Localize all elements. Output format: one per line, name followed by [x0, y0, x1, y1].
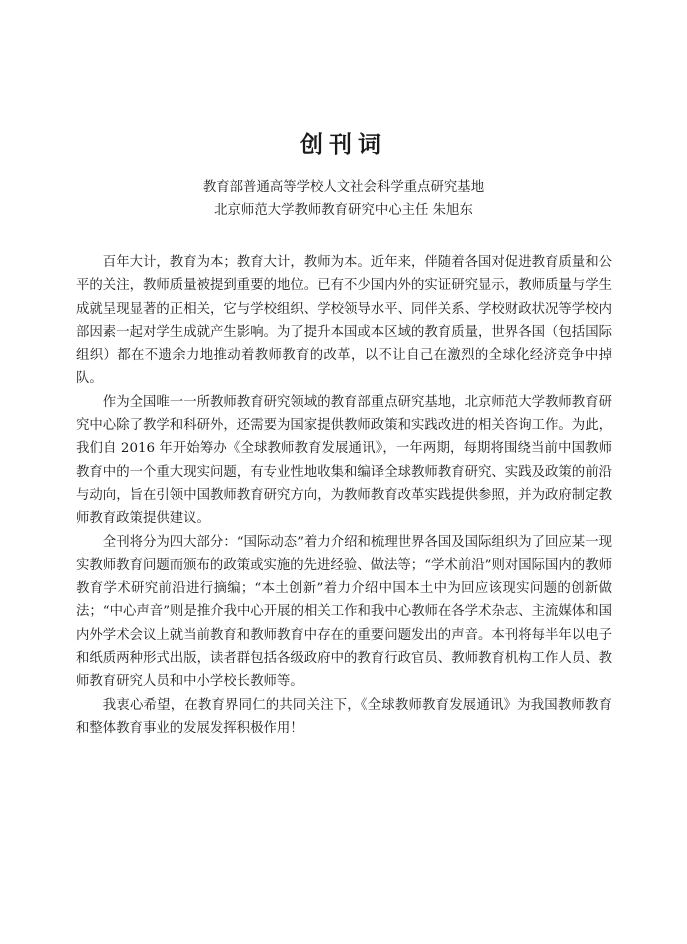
paragraph: 百年大计，教育为本；教育大计，教师为本。近年来，伴随着各国对促进教育质量和公平的关注，教师质量被提到重要的地位。已有不少国内外的实证研究显示，教师质量与学生成就呈现显著的正相关，它与学校组织、学校领导水平、同伴关系、学校财政状况等学校内部因素一起对学生成就产生影响。为了提升本国或本区域的教育质量，世界各国（包括国际组织）都在不遗余力地推动着教师教育的改革，以不让自己在激烈的全球化经济竞争中掉队。 — [76, 255, 612, 387]
page-title: 创刊词 — [300, 131, 387, 158]
byline — [0, 176, 687, 222]
byline-institution: 教育部普通高等学校人文社会科学重点研究基地 — [202, 180, 485, 195]
byline-author: 北京师范大学教师教育研究中心主任 朱旭东 — [214, 203, 473, 218]
paragraph: 作为全国唯一一所教师教育研究领域的教育部重点研究基地，北京师范大学教师教育研究中心除了教学和科研外，还需要为国家提供教师政策和实践改进的相关咨询工作。为此，我们自 2016 年开始筹办《全球教师教育发展通讯》，一年两期，每期将围绕当前中国教师教育中的一个重大现实问题，有专业性地收集和编译全球教师教育研究、实践及政策的前沿与动向，旨在引领中国教师教育研究方向，为教师教育改革实践提供参照，并为政府制定教师教育政策提供建议。 — [76, 394, 612, 527]
body-text — [76, 251, 612, 740]
paragraph: 我衷心希望，在教育界同仁的共同关注下，《全球教师教育发展通讯》为我国教师教育和整体教育事业的发展发挥积极作用！ — [76, 697, 612, 736]
paragraph: 全刊将分为四大部分：“国际动态”着力介绍和梳理世界各国及国际组织为了回应某一现实教师教育问题而颁布的政策或实施的先进经验、做法等；“学术前沿”则对国际国内的教师教育学术研究前沿进行摘编；“本土创新”着力介绍中国本土中为回应该现实问题的创新做法；“中心声音”则是推介我中心开展的相关工作和我中心教师在各学术杂志、主流媒体和国内外学术会议上就当前教育和教师教育中存在的重要问题发出的声音。本刊将每半年以电子和纸质两种形式出版，读者群包括各级政府中的教育行政官员、教师教育机构工作人员、教师教育研究人员和中小学校长教师等。 — [76, 534, 612, 690]
